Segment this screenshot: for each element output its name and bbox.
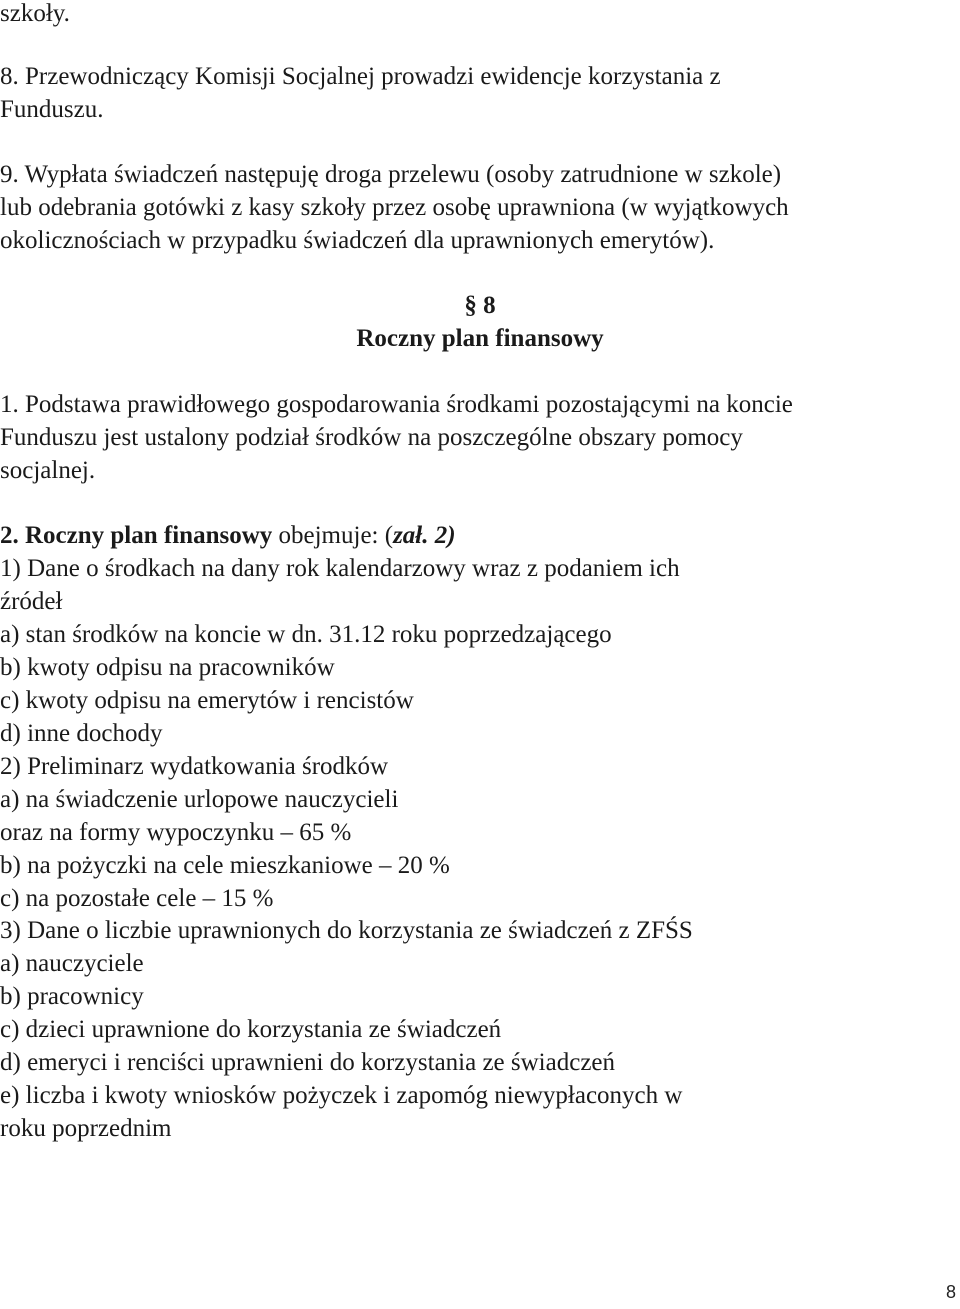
paragraph-9-line-1: 9. Wypłata świadczeń następuję droga przelewu (osoby zatrudnione w szkole) [0, 161, 782, 188]
paragraph-8-line-2: Funduszu. [0, 96, 104, 123]
section-title: Roczny plan finansowy [356, 325, 604, 352]
list-item: c) dzieci uprawnione do korzystania ze świadczeń [0, 1016, 502, 1043]
section-number: § 8 [464, 292, 496, 319]
point-1-line-3: socjalnej. [0, 457, 96, 484]
point-1-line-2: Funduszu jest ustalony podział środków na poszczególne obszary pomocy [0, 424, 743, 451]
point-2-heading-normal: obejmuje: ( [272, 522, 394, 549]
paragraph-9-line-2: lub odebrania gotówki z kasy szkoły przez osobę uprawniona (w wyjątkowych [0, 194, 789, 221]
list-item: b) pracownicy [0, 983, 144, 1010]
page-number: 8 [945, 1282, 956, 1302]
list-item: roku poprzednim [0, 1115, 172, 1142]
list-item: a) na świadczenie urlopowe nauczycieli [0, 786, 399, 813]
point-2-heading [0, 519, 456, 552]
list-item: e) liczba i kwoty wniosków pożyczek i zapomóg niewypłaconych w [0, 1082, 683, 1109]
point-2-heading-attachment: zał. 2) [393, 522, 456, 549]
list-item: c) na pozostałe cele – 15 % [0, 885, 274, 912]
point-1-line-1: 1. Podstawa prawidłowego gospodarowania środkami pozostającymi na koncie [0, 391, 793, 418]
point-2-heading-bold: 2. Roczny plan finansowy [0, 522, 273, 549]
list-item: b) kwoty odpisu na pracowników [0, 654, 335, 681]
list-item: d) emeryci i renciści uprawnieni do korzystania ze świadczeń [0, 1049, 616, 1076]
paragraph-8-line-1: 8. Przewodniczący Komisji Socjalnej prowadzi ewidencje korzystania z [0, 63, 721, 90]
paragraph-9-line-3: okolicznościach w przypadku świadczeń dla uprawnionych emerytów). [0, 227, 715, 254]
list-item: d) inne dochody [0, 720, 163, 747]
list-item: 2) Preliminarz wydatkowania środków [0, 753, 389, 780]
list-item: b) na pożyczki na cele mieszkaniowe – 20 % [0, 852, 450, 879]
text-line: szkoły. [0, 0, 70, 27]
list-item: c) kwoty odpisu na emerytów i rencistów [0, 687, 414, 714]
list-item: a) stan środków na koncie w dn. 31.12 roku poprzedzającego [0, 621, 612, 648]
list-item: oraz na formy wypoczynku – 65 % [0, 819, 352, 846]
list-item: 1) Dane o środkach na dany rok kalendarzowy wraz z podaniem ich [0, 555, 680, 582]
list-item: źródeł [0, 588, 63, 615]
list-item: 3) Dane o liczbie uprawnionych do korzystania ze świadczeń z ZFŚS [0, 917, 693, 944]
list-item: a) nauczyciele [0, 950, 144, 977]
